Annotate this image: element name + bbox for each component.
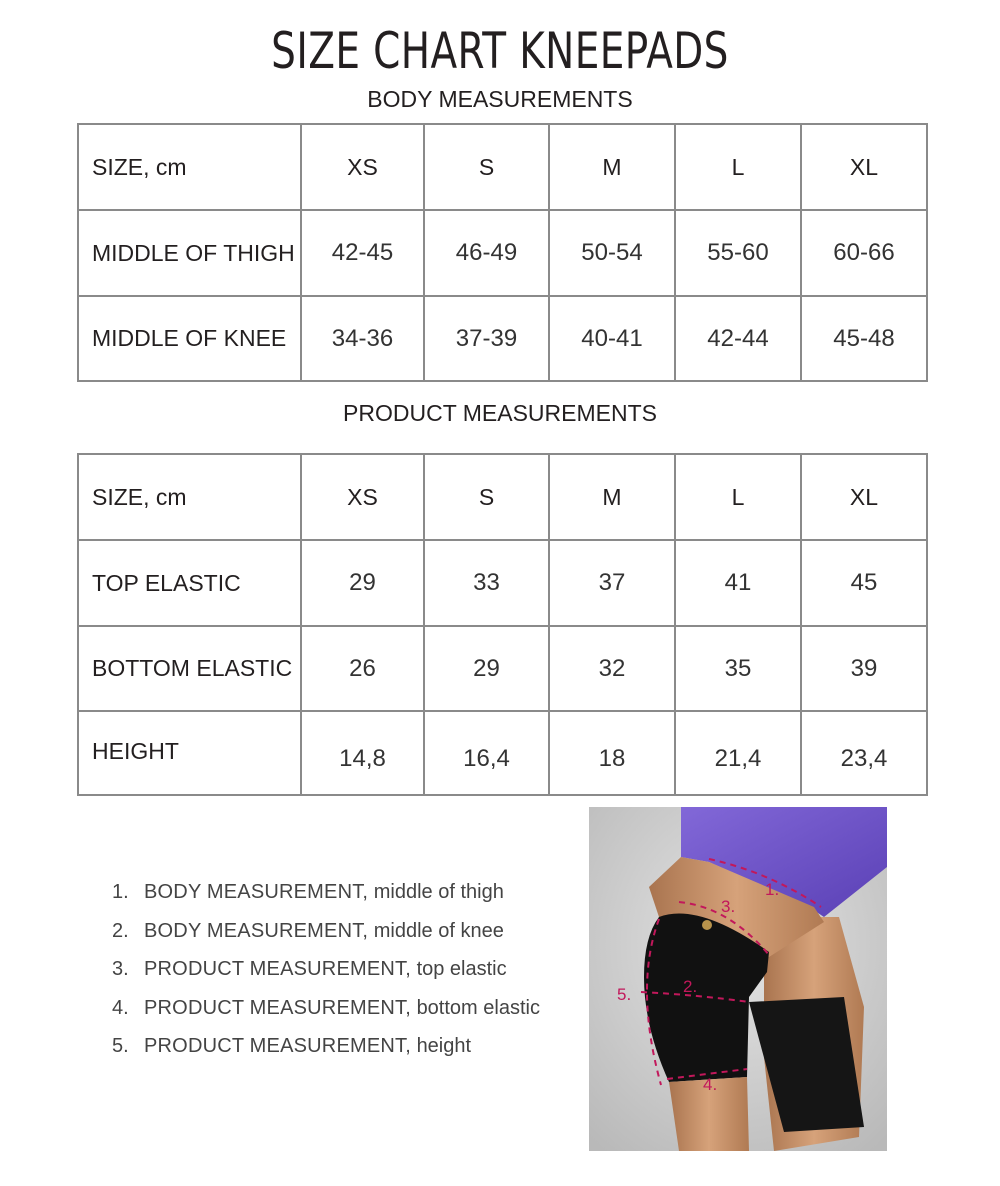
legend-number: 3. — [112, 958, 129, 980]
table-cell: 26 — [301, 626, 424, 711]
legend-detail: top elastic — [416, 958, 507, 980]
legend-number: 2. — [112, 919, 129, 942]
legend-number: 4. — [112, 996, 129, 1019]
header-cell: XL — [801, 454, 927, 540]
kneepad-illustration — [589, 807, 887, 1151]
header-cell-size: SIZE, cm — [78, 454, 301, 540]
table-cell: 46-49 — [424, 210, 549, 296]
kneepad-button — [702, 920, 712, 930]
table-header-row — [78, 454, 927, 540]
legend-item — [112, 953, 540, 992]
header-cell: M — [549, 124, 675, 210]
table-cell: 21,4 — [675, 711, 801, 795]
header-cell: XS — [301, 454, 424, 540]
header-cell-size: SIZE, cm — [78, 124, 301, 210]
row-label: MIDDLE OF KNEE — [78, 296, 301, 381]
table-cell: 42-45 — [301, 210, 424, 296]
table-cell: 23,4 — [801, 711, 927, 795]
header-cell: L — [675, 454, 801, 540]
legend-caps: BODY MEASUREMENT, — [144, 919, 369, 942]
table-row — [78, 711, 927, 795]
kneepad-photo — [589, 807, 887, 1151]
table-cell: 35 — [675, 626, 801, 711]
table-cell: 14,8 — [301, 711, 424, 795]
table-cell: 50-54 — [549, 210, 675, 296]
table-cell: 40-41 — [549, 296, 675, 381]
table-cell: 45-48 — [801, 296, 927, 381]
legend-number: 5. — [112, 1035, 129, 1057]
legend-item — [112, 915, 540, 954]
table-cell: 18 — [549, 711, 675, 795]
header-cell: XL — [801, 124, 927, 210]
legend-caps: PRODUCT MEASUREMENT, — [144, 1035, 411, 1057]
table-cell: 45 — [801, 540, 927, 626]
header-cell: XS — [301, 124, 424, 210]
legend-item — [112, 876, 540, 915]
body-measurements-table — [77, 123, 928, 382]
row-label: TOP ELASTIC — [78, 540, 301, 626]
table-cell: 33 — [424, 540, 549, 626]
legend-detail: height — [416, 1035, 472, 1057]
product-measurements-table — [77, 453, 928, 796]
header-cell: S — [424, 454, 549, 540]
table-cell: 32 — [549, 626, 675, 711]
table-row — [78, 626, 927, 711]
row-label: MIDDLE OF THIGH — [78, 210, 301, 296]
legend-caps: BODY MEASUREMENT, — [144, 881, 369, 903]
table-cell: 29 — [424, 626, 549, 711]
legend-caps: PRODUCT MEASUREMENT, — [144, 996, 411, 1019]
table-cell: 60-66 — [801, 210, 927, 296]
table-cell: 34-36 — [301, 296, 424, 381]
marker-4: 4. — [703, 1075, 718, 1094]
row-label: BOTTOM ELASTIC — [78, 626, 301, 711]
table-row — [78, 296, 927, 381]
table-row — [78, 540, 927, 626]
legend-detail: middle of thigh — [373, 881, 504, 903]
page-title: SIZE CHART KNEEPADS — [271, 22, 729, 80]
marker-2: 2. — [683, 977, 698, 996]
table-cell: 37 — [549, 540, 675, 626]
marker-5: 5. — [617, 985, 632, 1004]
header-cell: S — [424, 124, 549, 210]
legend-item — [112, 992, 540, 1031]
marker-3: 3. — [721, 897, 736, 916]
legend-caps: PRODUCT MEASUREMENT, — [144, 958, 411, 980]
measurement-legend — [112, 876, 540, 1069]
header-cell: L — [675, 124, 801, 210]
table-cell: 39 — [801, 626, 927, 711]
header-cell: M — [549, 454, 675, 540]
marker-1: 1. — [765, 880, 780, 899]
body-measurements-heading: BODY MEASUREMENTS — [367, 86, 633, 112]
table-cell: 55-60 — [675, 210, 801, 296]
table-cell: 42-44 — [675, 296, 801, 381]
legend-detail: bottom elastic — [416, 996, 540, 1019]
table-cell: 16,4 — [424, 711, 549, 795]
product-measurements-heading: PRODUCT MEASUREMENTS — [343, 400, 657, 426]
row-label: HEIGHT — [78, 711, 301, 795]
legend-number: 1. — [112, 881, 129, 903]
table-cell: 41 — [675, 540, 801, 626]
table-header-row — [78, 124, 927, 210]
table-cell: 29 — [301, 540, 424, 626]
table-cell: 37-39 — [424, 296, 549, 381]
table-row — [78, 210, 927, 296]
legend-detail: middle of knee — [373, 919, 504, 942]
legend-item — [112, 1030, 540, 1069]
